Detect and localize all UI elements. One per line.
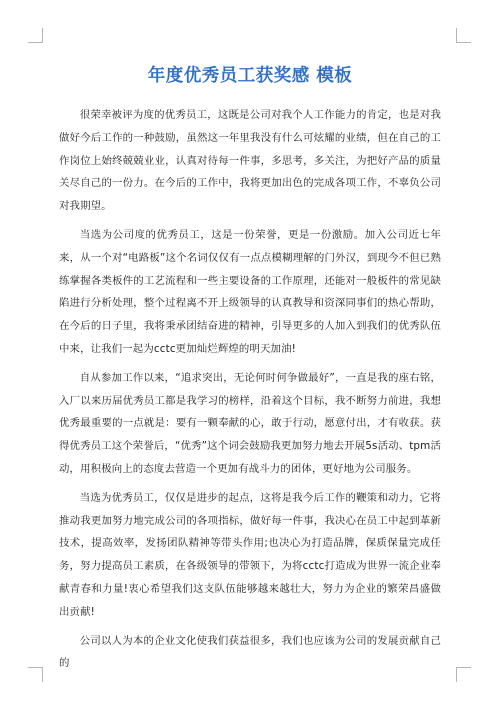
paragraph-5: 公司以人为本的企业文化使我们获益很多，我们也应该为公司的发展贡献自己的 [59, 634, 441, 670]
document-body [59, 104, 441, 681]
paragraph-3: 自从参加工作以来，“追求突出，无论何时何争做最好”，一直是我的座右铭，入厂以来历届优秀员工都是我学习的榜样，沿着这个目标，我不断努力前进，我想优秀最重要的一点就是：要有一颗奉献的心，敢于行动，愿意付出，才有收获。获得优秀员工这个荣誉后，“优秀”这个词会鼓励我更加努力地去开展5s活动、tpm活动，用积极向上的态度去营造一个更加有战斗力的团体，更好地为公司服务。 [59, 371, 441, 475]
paragraph-2: 当选为公司度的优秀员工，这是一份荣誉，更是一份激励。加入公司近七年来，从一个对“电路板”这个名词仅仅有一点点模糊理解的门外汉，到现今不但已熟练掌握各类板件的工艺流程和一些主要设备的工作原理，还能对一般板件的常见缺陷进行分析处理，整个过程离不开上级领导的认真教导和资深同事们的热心帮助，在今后的日子里，我将秉承团结奋进的精神，引导更多的人加入到我们的优秀队伍中来，让我们一起为cctc更加灿烂辉煌的明天加油! [59, 228, 441, 355]
paragraph-1: 很荣幸被评为度的优秀员工，这既是公司对我个人工作能力的肯定，也是对我做好今后工作的一种鼓励，虽然这一年里我没有什么可炫耀的业绩，但在自己的工作岗位上始终兢兢业业，认真对待每一件事，多思考，多关注，为把好产品的质量关尽自己的一份力。在今后的工作中，我将更加出色的完成各项工作，不辜负公司对我期望。 [59, 109, 441, 213]
crop-mark-top-right [456, 28, 471, 43]
crop-mark-top-left [28, 28, 43, 43]
crop-mark-bottom-right [456, 667, 471, 682]
crop-mark-bottom-left [28, 667, 43, 682]
document-title: 年度优秀员工获奖感 模板 [147, 66, 353, 86]
paragraph-4: 当选为优秀员工，仅仅是进步的起点，这将是我今后工作的鞭策和动力，它将推动我更加努力地完成公司的各项指标，做好每一件事，我决心在员工中起到革新技术，提高效率，发扬团队精神等带头作用;也决心为打造品牌，保质保量完成任务，努力提高员工素质，在各级领导的带领下，为将cctc打造成为世界一流企业奉献青春和力量!衷心希望我们这支队伍能够越来越壮大，努力为企业的繁荣昌盛做出贡献! [59, 491, 441, 618]
